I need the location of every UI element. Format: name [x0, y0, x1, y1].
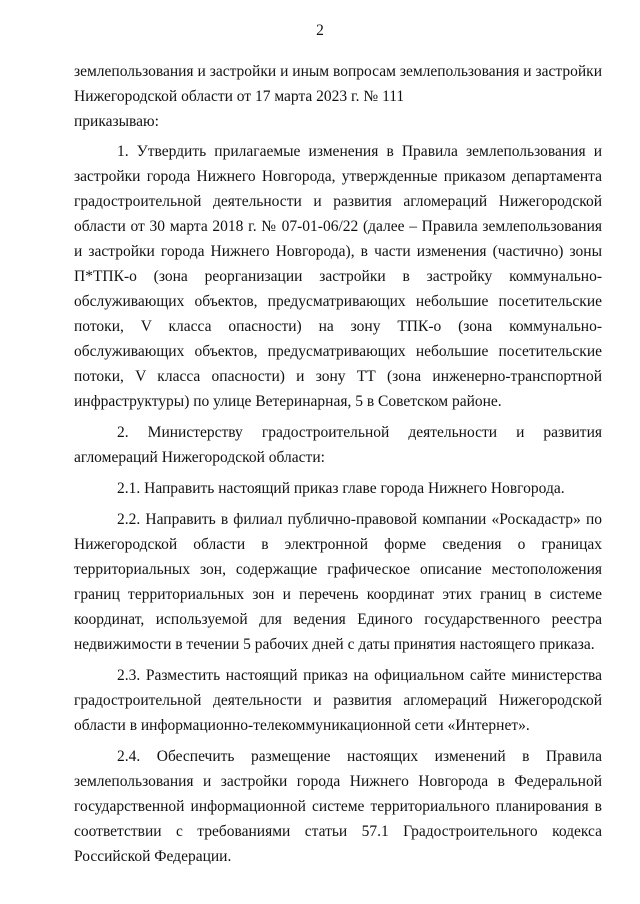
- paragraph-item-2: 2. Министерству градостроительной деятельности и развития агломераций Нижегородской области:: [74, 424, 602, 466]
- page-number: 2: [316, 22, 324, 39]
- paragraph-item-1: 1. Утвердить прилагаемые изменения в Правила землепользования и застройки города Нижнего Новгорода, утвержденные приказом департамента градостроительной деятельности и развития агломераций Нижегородской области от 30 марта 2018 г. № 07-01-06/22 (далее – Правила землепользования и застройки города Нижнего Новгорода), в части изменения (частично) зоны П*ТПК-о (зона реорганизации застройки в застройку коммунально-обслуживающих объектов, предусматривающих небольшие посетительские потоки, V класса опасности) на зону ТПК-о (зона коммунально-обслуживающих объектов, предусматривающих небольшие посетительские потоки, V класса опасности) и зону ТТ (зона инженерно-транспортной инфраструктуры) по улице Ветеринарная, 5 в Советском районе.: [74, 143, 602, 410]
- paragraph-order-word: приказываю:: [74, 113, 159, 130]
- paragraph-item-2-4: 2.4. Обеспечить размещение настоящих изменений в Правила землепользования и застройки города Нижнего Новгорода в Федеральной государственной информационной системе территориального планирования в соответствии с требованиями статьи 57.1 Градостроительного кодекса Российской Федерации.: [74, 748, 602, 865]
- paragraph-item-2-1: 2.1. Направить настоящий приказ главе города Нижнего Новгорода.: [117, 480, 565, 497]
- paragraph-item-2-2: 2.2. Направить в филиал публично-правовой компании «Роскадастр» по Нижегородской области в электронной форме сведения о границах территориальных зон, содержащие графическое описание местоположения границ территориальных зон и перечень координат этих границ в системе координат, используемой для ведения Единого государственного реестра недвижимости в течении 5 рабочих дней с даты принятия настоящего приказа.: [74, 511, 602, 653]
- paragraph-item-2-3: 2.3. Разместить настоящий приказ на официальном сайте министерства градостроительной деятельности и развития агломераций Нижегородской области в информационно-телекоммуникационной сети «Интернет».: [74, 667, 602, 734]
- paragraph-continuation: землепользования и застройки и иным вопросам землепользования и застройки Нижегородской области от 17 марта 2023 г. № 111: [74, 63, 602, 105]
- document-body: [74, 59, 602, 869]
